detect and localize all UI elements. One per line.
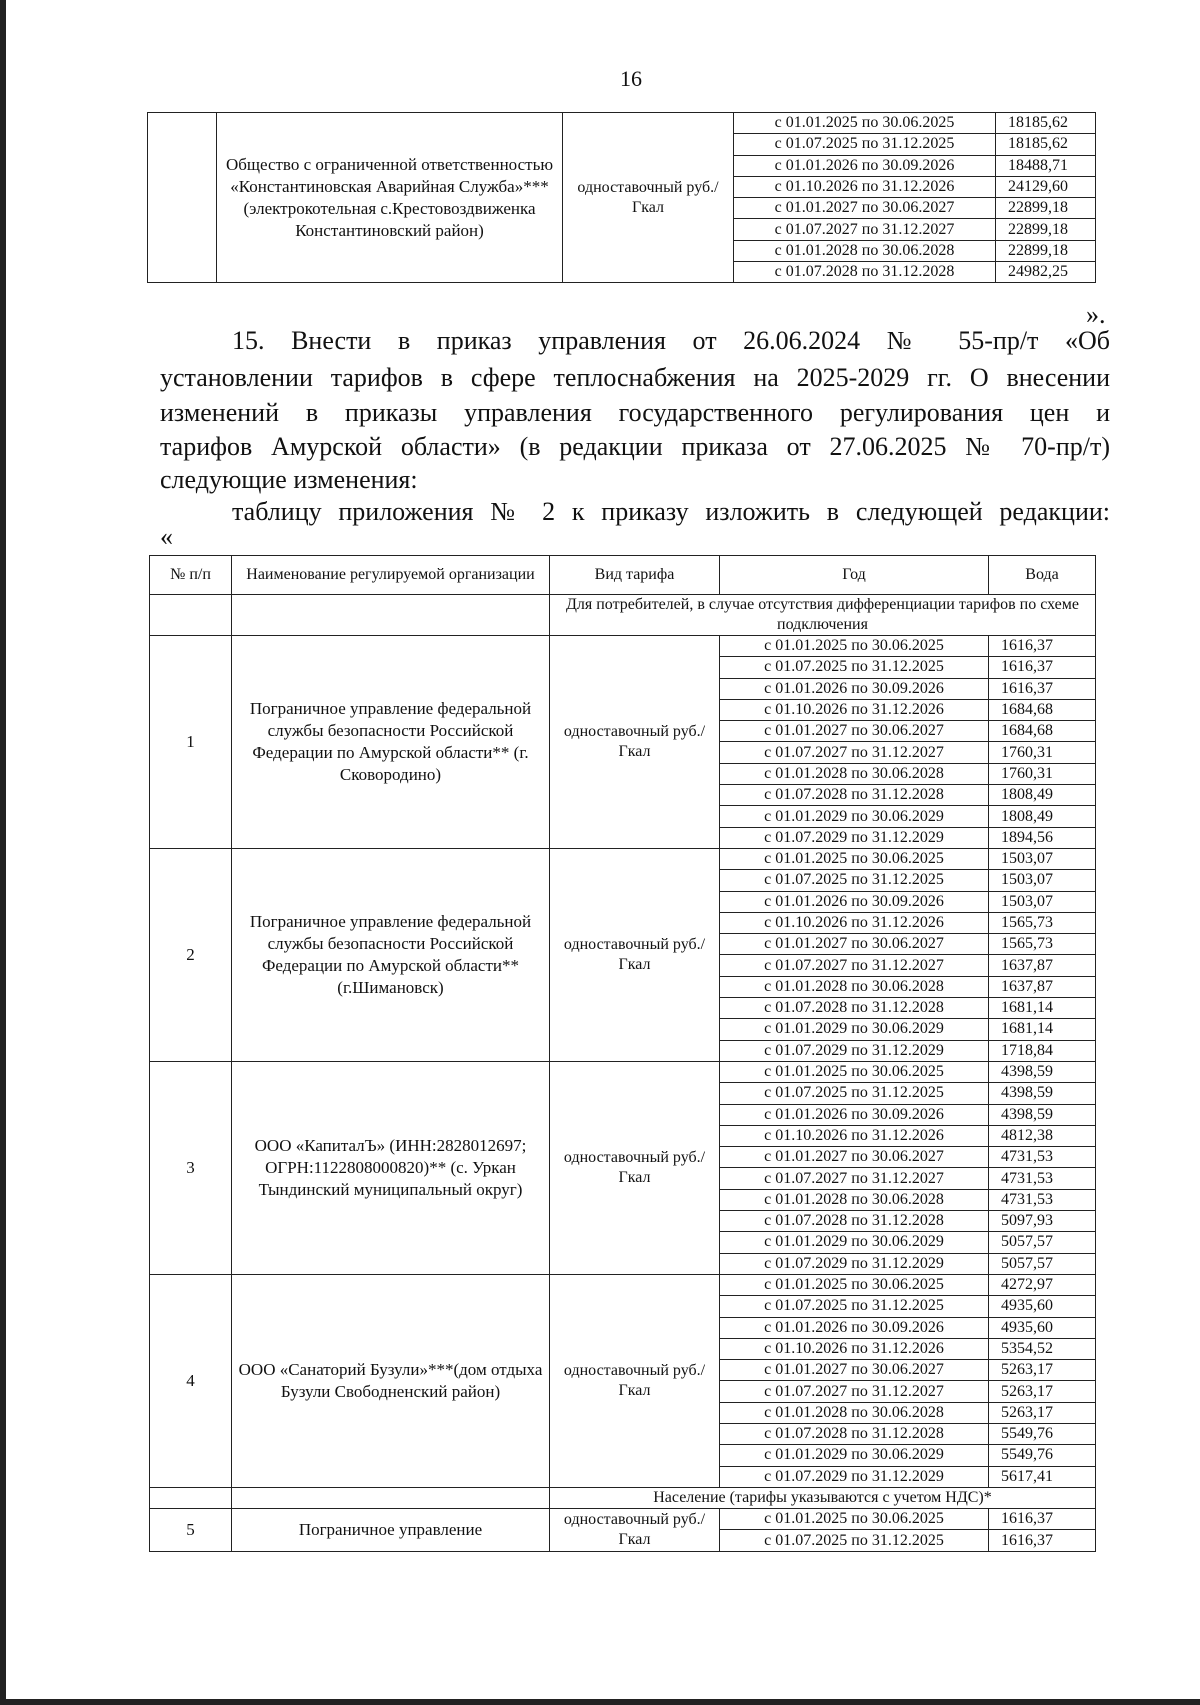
table-row (150, 848, 1096, 869)
value-cell: 1616,37 (989, 657, 1096, 678)
header-name: Наименование регулируемой организации (232, 556, 550, 595)
organization-cell: ООО «КапиталЪ» (ИНН:2828012697; ОГРН:1122808000820)** (с. Уркан Тындинский муниципальный округ) (232, 1061, 550, 1274)
period-cell: с 01.01.2028 по 30.06.2028 (720, 1189, 989, 1210)
value-cell: 4935,60 (989, 1317, 1096, 1338)
period-cell: с 01.07.2025 по 31.12.2025 (720, 870, 989, 891)
value-cell: 5549,76 (989, 1445, 1096, 1466)
value-cell: 1684,68 (989, 699, 1096, 720)
period-cell: с 01.07.2029 по 31.12.2029 (720, 1466, 989, 1487)
period-cell: с 01.01.2027 по 30.06.2027 (720, 934, 989, 955)
table-row (150, 1274, 1096, 1295)
header-type: Вид тарифа (550, 556, 720, 595)
period-cell: с 01.01.2025 по 30.06.2025 (720, 636, 989, 657)
period-cell: с 01.01.2026 по 30.09.2026 (720, 1104, 989, 1125)
main-table-body (150, 556, 1096, 1552)
value-cell: 1503,07 (989, 848, 1096, 869)
period-cell: с 01.07.2027 по 31.12.2027 (720, 742, 989, 763)
value-cell: 5617,41 (989, 1466, 1096, 1487)
value-cell: 4731,53 (989, 1147, 1096, 1168)
period-cell: с 01.01.2026 по 30.09.2026 (720, 891, 989, 912)
value-cell: 1503,07 (989, 870, 1096, 891)
period-cell: с 01.10.2026 по 31.12.2026 (720, 1125, 989, 1146)
value-cell: 5263,17 (989, 1381, 1096, 1402)
period-cell: с 01.01.2027 по 30.06.2027 (720, 1360, 989, 1381)
value-cell: 4731,53 (989, 1168, 1096, 1189)
period-cell: с 01.01.2025 по 30.06.2025 (720, 1061, 989, 1082)
value-cell: 1760,31 (989, 763, 1096, 784)
period-cell: с 01.07.2027 по 31.12.2027 (720, 1381, 989, 1402)
value-cell: 4731,53 (989, 1189, 1096, 1210)
value-cell: 24982,25 (996, 262, 1096, 283)
period-cell: с 01.01.2025 по 30.06.2025 (720, 1509, 989, 1530)
value-cell: 4935,60 (989, 1296, 1096, 1317)
value-cell: 4272,97 (989, 1274, 1096, 1295)
period-cell: с 01.01.2027 по 30.06.2027 (734, 198, 996, 219)
org-number-cell: 3 (150, 1061, 232, 1274)
period-cell: с 01.07.2028 по 31.12.2028 (720, 1423, 989, 1444)
value-cell: 5354,52 (989, 1338, 1096, 1359)
empty-cell (232, 1487, 550, 1508)
paragraph-15-line-5: следующие изменения: (160, 465, 418, 494)
paragraph-15-line-2: установлении тарифов в сфере теплоснабжения на 2025-2029 гг. О внесении (160, 363, 1110, 392)
value-cell: 5057,57 (989, 1253, 1096, 1274)
table-row (150, 636, 1096, 657)
period-cell: с 01.01.2029 по 30.06.2029 (720, 806, 989, 827)
period-cell: с 01.10.2026 по 31.12.2026 (720, 1338, 989, 1359)
period-cell: с 01.01.2026 по 30.09.2026 (734, 155, 996, 176)
period-cell: с 01.01.2028 по 30.06.2028 (720, 1402, 989, 1423)
empty-cell (232, 595, 550, 636)
period-cell: с 01.07.2025 по 31.12.2025 (720, 1083, 989, 1104)
value-cell: 1637,87 (989, 976, 1096, 997)
period-cell: с 01.07.2028 по 31.12.2028 (734, 262, 996, 283)
value-cell: 4398,59 (989, 1104, 1096, 1125)
closing-quote: ». (1086, 300, 1106, 329)
tariff-type-cell: одноставочный руб./Гкал (550, 1061, 720, 1274)
period-cell: с 01.07.2029 по 31.12.2029 (720, 827, 989, 848)
scan-edge-left (0, 0, 6, 1705)
period-cell: с 01.10.2026 по 31.12.2026 (720, 912, 989, 933)
scan-edge-bottom (0, 1699, 1200, 1705)
period-cell: с 01.01.2027 по 30.06.2027 (720, 721, 989, 742)
organization-cell: Пограничное управление федеральной службы безопасности Российской Федерации по Амурской области** (г. Сковородино) (232, 636, 550, 849)
period-cell: с 01.01.2026 по 30.09.2026 (720, 1317, 989, 1338)
tariff-type-cell: одноставочный руб./Гкал (550, 848, 720, 1061)
value-cell: 1681,14 (989, 998, 1096, 1019)
period-cell: с 01.01.2025 по 30.06.2025 (720, 1274, 989, 1295)
value-cell: 18185,62 (996, 113, 1096, 134)
value-cell: 5263,17 (989, 1360, 1096, 1381)
period-cell: с 01.01.2029 по 30.06.2029 (720, 1445, 989, 1466)
period-cell: с 01.01.2028 по 30.06.2028 (720, 976, 989, 997)
tariff-type-cell: одноставочный руб./Гкал (550, 636, 720, 849)
period-cell: с 01.10.2026 по 31.12.2026 (734, 176, 996, 197)
value-cell: 24129,60 (996, 176, 1096, 197)
period-cell: с 01.01.2025 по 30.06.2025 (734, 113, 996, 134)
period-cell: с 01.07.2028 по 31.12.2028 (720, 785, 989, 806)
value-cell: 1894,56 (989, 827, 1096, 848)
paragraph-15-line-1: 15. Внести в приказ управления от 26.06.2024 № 55-пр/т «Об (232, 326, 1110, 355)
section-population: Население (тарифы указываются с учетом НДС)* (550, 1487, 1096, 1508)
tariff-type-cell: одноставочный руб./Гкал (550, 1274, 720, 1487)
period-cell: с 01.01.2028 по 30.06.2028 (720, 763, 989, 784)
value-cell: 1616,37 (989, 1530, 1096, 1551)
value-cell: 18185,62 (996, 134, 1096, 155)
paragraph-15-line-4: тарифов Амурской области» (в редакции приказа от 27.06.2025 № 70-пр/т) (160, 432, 1110, 461)
tariff-type-cell: одноставочный руб./Гкал (563, 113, 734, 283)
section-consumers: Для потребителей, в случае отсутствия дифференциации тарифов по схеме подключения (550, 595, 1096, 636)
empty-cell (150, 595, 232, 636)
main-tariff-table (149, 555, 1096, 1552)
period-cell: с 01.01.2028 по 30.06.2028 (734, 240, 996, 261)
period-cell: с 01.07.2027 по 31.12.2027 (734, 219, 996, 240)
period-cell: с 01.07.2025 по 31.12.2025 (734, 134, 996, 155)
value-cell: 5549,76 (989, 1423, 1096, 1444)
period-cell: с 01.07.2029 по 31.12.2029 (720, 1253, 989, 1274)
period-cell: с 01.07.2027 по 31.12.2027 (720, 955, 989, 976)
value-cell: 1503,07 (989, 891, 1096, 912)
paragraph-15-line-6: таблицу приложения № 2 к приказу изложить в следующей редакции: (232, 497, 1110, 526)
top-tariff-table (147, 112, 1096, 283)
value-cell: 4398,59 (989, 1083, 1096, 1104)
organization-cell: ООО «Санаторий Бузули»***(дом отдыха Бузули Свободненский район) (232, 1274, 550, 1487)
value-cell: 5263,17 (989, 1402, 1096, 1423)
top-table-body (148, 113, 1096, 283)
period-cell: с 01.07.2027 по 31.12.2027 (720, 1168, 989, 1189)
value-cell: 1637,87 (989, 955, 1096, 976)
period-cell: с 01.07.2028 по 31.12.2028 (720, 1211, 989, 1232)
header-year: Год (720, 556, 989, 595)
paragraph-15-line-3: изменений в приказы управления государственного регулирования цен и (160, 398, 1110, 427)
value-cell: 1616,37 (989, 1509, 1096, 1530)
period-cell: с 01.10.2026 по 31.12.2026 (720, 699, 989, 720)
value-cell: 1616,37 (989, 678, 1096, 699)
header-row (150, 556, 1096, 595)
period-cell: с 01.01.2027 по 30.06.2027 (720, 1147, 989, 1168)
org-number-cell: 4 (150, 1274, 232, 1487)
value-cell: 22899,18 (996, 198, 1096, 219)
value-cell: 1616,37 (989, 636, 1096, 657)
table-row (150, 1509, 1096, 1530)
value-cell: 1808,49 (989, 785, 1096, 806)
period-cell: с 01.07.2028 по 31.12.2028 (720, 998, 989, 1019)
table-row (150, 1061, 1096, 1082)
value-cell: 1684,68 (989, 721, 1096, 742)
organization-cell: Пограничное управление (232, 1509, 550, 1552)
empty-cell (150, 1487, 232, 1508)
opening-quote: « (160, 522, 173, 551)
period-cell: с 01.07.2025 по 31.12.2025 (720, 1296, 989, 1317)
tariff-type-cell: одноставочный руб./Гкал (550, 1509, 720, 1552)
value-cell: 4398,59 (989, 1061, 1096, 1082)
header-water: Вода (989, 556, 1096, 595)
value-cell: 1681,14 (989, 1019, 1096, 1040)
period-cell: с 01.01.2029 по 30.06.2029 (720, 1019, 989, 1040)
period-cell: с 01.01.2029 по 30.06.2029 (720, 1232, 989, 1253)
value-cell: 5097,93 (989, 1211, 1096, 1232)
value-cell: 1760,31 (989, 742, 1096, 763)
org-number-cell: 1 (150, 636, 232, 849)
section-row-consumers (150, 595, 1096, 636)
period-cell: с 01.01.2025 по 30.06.2025 (720, 848, 989, 869)
value-cell: 1565,73 (989, 934, 1096, 955)
period-cell: с 01.07.2025 по 31.12.2025 (720, 657, 989, 678)
organization-cell: Пограничное управление федеральной службы безопасности Российской Федерации по Амурской области** (г.Шимановск) (232, 848, 550, 1061)
page-number: 16 (620, 66, 642, 91)
value-cell: 18488,71 (996, 155, 1096, 176)
org-number-cell: 2 (150, 848, 232, 1061)
org-number-cell: 5 (150, 1509, 232, 1552)
period-cell: с 01.07.2025 по 31.12.2025 (720, 1530, 989, 1551)
value-cell: 4812,38 (989, 1125, 1096, 1146)
table-row (148, 113, 1096, 134)
value-cell: 1565,73 (989, 912, 1096, 933)
value-cell: 1718,84 (989, 1040, 1096, 1061)
value-cell: 5057,57 (989, 1232, 1096, 1253)
period-cell: с 01.01.2026 по 30.09.2026 (720, 678, 989, 699)
header-num: № п/п (150, 556, 232, 595)
value-cell: 1808,49 (989, 806, 1096, 827)
period-cell: с 01.07.2029 по 31.12.2029 (720, 1040, 989, 1061)
organization-cell: Общество с ограниченной ответственностью «Константиновская Аварийная Служба»*** (электрокотельная с.Крестовоздвиженка Константиновский район) (217, 113, 563, 283)
value-cell: 22899,18 (996, 240, 1096, 261)
num-cell (148, 113, 217, 283)
section-row-population (150, 1487, 1096, 1508)
value-cell: 22899,18 (996, 219, 1096, 240)
